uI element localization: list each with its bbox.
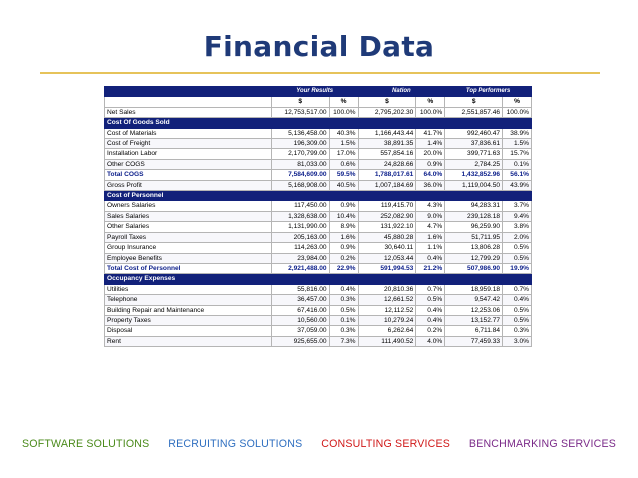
percent-cell: 1.6% <box>416 232 445 242</box>
row-label: Disposal <box>105 326 272 336</box>
table-row <box>105 243 532 253</box>
financial-data-table <box>104 86 532 347</box>
row-label: Owners Salaries <box>105 201 272 211</box>
percent-cell: 41.7% <box>416 128 445 138</box>
amount-cell: 7,584,609.00 <box>271 170 329 180</box>
percent-cell: 0.9% <box>329 201 358 211</box>
sub-header: $ <box>358 97 416 107</box>
amount-cell: 925,655.00 <box>271 336 329 346</box>
section-blank-cell <box>503 191 532 201</box>
percent-cell: 9.4% <box>503 211 532 221</box>
group-header-row <box>105 87 532 97</box>
amount-cell: 37,059.00 <box>271 326 329 336</box>
percent-cell: 0.2% <box>329 253 358 263</box>
section-title: Cost Of Goods Sold <box>105 118 272 128</box>
total-row <box>105 263 532 273</box>
percent-cell: 0.6% <box>329 159 358 169</box>
percent-cell: 100.0% <box>329 107 358 117</box>
amount-cell: 1,328,638.00 <box>271 211 329 221</box>
section-header-row <box>105 118 532 128</box>
sub-header: % <box>503 97 532 107</box>
percent-cell: 7.3% <box>329 336 358 346</box>
sub-header-blank-cell <box>105 97 272 107</box>
amount-cell: 557,854.16 <box>358 149 416 159</box>
table-row <box>105 253 532 263</box>
amount-cell: 12,253.06 <box>445 305 503 315</box>
percent-cell: 0.2% <box>416 326 445 336</box>
row-label: Net Sales <box>105 107 272 117</box>
amount-cell: 2,795,202.30 <box>358 107 416 117</box>
group-header: Top Performers <box>445 87 532 97</box>
amount-cell: 10,279.24 <box>358 315 416 325</box>
row-label: Cost of Materials <box>105 128 272 138</box>
percent-cell: 0.4% <box>416 253 445 263</box>
percent-cell: 15.7% <box>503 149 532 159</box>
amount-cell: 131,922.10 <box>358 222 416 232</box>
percent-cell: 0.5% <box>503 253 532 263</box>
percent-cell: 59.5% <box>329 170 358 180</box>
percent-cell: 0.4% <box>503 295 532 305</box>
section-header-row <box>105 274 532 284</box>
sub-header: % <box>416 97 445 107</box>
table-row <box>105 284 532 294</box>
percent-cell: 17.0% <box>329 149 358 159</box>
row-label: Cost of Freight <box>105 139 272 149</box>
percent-cell: 0.3% <box>329 295 358 305</box>
amount-cell: 196,309.00 <box>271 139 329 149</box>
amount-cell: 252,082.90 <box>358 211 416 221</box>
row-label: Gross Profit <box>105 180 272 190</box>
percent-cell: 64.0% <box>416 170 445 180</box>
percent-cell: 0.3% <box>503 326 532 336</box>
percent-cell: 0.5% <box>503 315 532 325</box>
percent-cell: 0.7% <box>416 284 445 294</box>
amount-cell: 1,119,004.50 <box>445 180 503 190</box>
percent-cell: 9.0% <box>416 211 445 221</box>
section-blank-cell <box>329 274 358 284</box>
section-blank-cell <box>358 191 416 201</box>
percent-cell: 4.7% <box>416 222 445 232</box>
section-header-row <box>105 191 532 201</box>
page-title: Financial Data <box>203 30 435 63</box>
sub-header: $ <box>445 97 503 107</box>
amount-cell: 18,959.18 <box>445 284 503 294</box>
amount-cell: 12,661.52 <box>358 295 416 305</box>
amount-cell: 507,986.90 <box>445 263 503 273</box>
percent-cell: 38.9% <box>503 128 532 138</box>
amount-cell: 13,152.77 <box>445 315 503 325</box>
title-underline <box>40 72 600 74</box>
amount-cell: 30,640.11 <box>358 243 416 253</box>
amount-cell: 55,816.00 <box>271 284 329 294</box>
percent-cell: 1.5% <box>503 139 532 149</box>
percent-cell: 22.9% <box>329 263 358 273</box>
percent-cell: 100.0% <box>503 107 532 117</box>
amount-cell: 12,799.29 <box>445 253 503 263</box>
percent-cell: 40.5% <box>329 180 358 190</box>
percent-cell: 0.4% <box>329 284 358 294</box>
amount-cell: 10,560.00 <box>271 315 329 325</box>
section-blank-cell <box>358 274 416 284</box>
row-label: Property Taxes <box>105 315 272 325</box>
table-row <box>105 326 532 336</box>
sub-header: % <box>329 97 358 107</box>
amount-cell: 38,891.35 <box>358 139 416 149</box>
amount-cell: 1,166,443.44 <box>358 128 416 138</box>
table-row <box>105 315 532 325</box>
amount-cell: 239,128.18 <box>445 211 503 221</box>
amount-cell: 399,771.63 <box>445 149 503 159</box>
amount-cell: 119,415.70 <box>358 201 416 211</box>
percent-cell: 0.1% <box>329 315 358 325</box>
row-label: Installation Labor <box>105 149 272 159</box>
section-blank-cell <box>271 274 329 284</box>
amount-cell: 12,753,517.00 <box>271 107 329 117</box>
footer-service-label: CONSULTING SERVICES <box>321 438 451 450</box>
section-title: Occupancy Expenses <box>105 274 272 284</box>
percent-cell: 0.9% <box>416 159 445 169</box>
percent-cell: 4.3% <box>416 201 445 211</box>
amount-cell: 51,711.95 <box>445 232 503 242</box>
sub-header-row <box>105 97 532 107</box>
amount-cell: 36,457.00 <box>271 295 329 305</box>
amount-cell: 6,262.64 <box>358 326 416 336</box>
percent-cell: 0.7% <box>503 284 532 294</box>
table-row <box>105 149 532 159</box>
percent-cell: 19.9% <box>503 263 532 273</box>
amount-cell: 24,828.66 <box>358 159 416 169</box>
percent-cell: 1.6% <box>329 232 358 242</box>
percent-cell: 3.7% <box>503 201 532 211</box>
percent-cell: 0.5% <box>503 243 532 253</box>
footer-service-label: RECRUITING SOLUTIONS <box>168 438 303 450</box>
row-label: Other Salaries <box>105 222 272 232</box>
section-title: Cost of Personnel <box>105 191 272 201</box>
section-blank-cell <box>271 118 329 128</box>
amount-cell: 114,263.00 <box>271 243 329 253</box>
percent-cell: 4.0% <box>416 336 445 346</box>
section-blank-cell <box>329 118 358 128</box>
percent-cell: 1.5% <box>329 139 358 149</box>
row-label: Utilities <box>105 284 272 294</box>
table-row <box>105 295 532 305</box>
section-blank-cell <box>503 274 532 284</box>
percent-cell: 1.4% <box>416 139 445 149</box>
percent-cell: 36.0% <box>416 180 445 190</box>
percent-cell: 20.0% <box>416 149 445 159</box>
percent-cell: 0.9% <box>329 243 358 253</box>
table-row <box>105 211 532 221</box>
percent-cell: 3.0% <box>503 336 532 346</box>
row-label: Group Insurance <box>105 243 272 253</box>
amount-cell: 205,163.00 <box>271 232 329 242</box>
footer-service-label: BENCHMARKING SERVICES <box>468 438 616 450</box>
amount-cell: 5,136,458.00 <box>271 128 329 138</box>
percent-cell: 8.9% <box>329 222 358 232</box>
total-row <box>105 170 532 180</box>
amount-cell: 992,460.47 <box>445 128 503 138</box>
section-blank-cell <box>416 118 445 128</box>
percent-cell: 0.5% <box>329 305 358 315</box>
amount-cell: 96,259.90 <box>445 222 503 232</box>
footer-service-label: SOFTWARE SOLUTIONS <box>22 438 150 450</box>
amount-cell: 2,921,488.00 <box>271 263 329 273</box>
table-row <box>105 201 532 211</box>
percent-cell: 1.1% <box>416 243 445 253</box>
section-blank-cell <box>358 118 416 128</box>
amount-cell: 67,416.00 <box>271 305 329 315</box>
amount-cell: 23,984.00 <box>271 253 329 263</box>
amount-cell: 117,450.00 <box>271 201 329 211</box>
percent-cell: 0.4% <box>416 315 445 325</box>
percent-cell: 56.1% <box>503 170 532 180</box>
table-row <box>105 139 532 149</box>
table-row <box>105 305 532 315</box>
table-row <box>105 232 532 242</box>
amount-cell: 2,170,799.00 <box>271 149 329 159</box>
amount-cell: 9,547.42 <box>445 295 503 305</box>
percent-cell: 21.2% <box>416 263 445 273</box>
table-row <box>105 180 532 190</box>
percent-cell: 0.4% <box>416 305 445 315</box>
row-label: Telephone <box>105 295 272 305</box>
group-header: Your Results <box>271 87 358 97</box>
section-blank-cell <box>416 274 445 284</box>
row-label: Other COGS <box>105 159 272 169</box>
section-blank-cell <box>445 118 503 128</box>
percent-cell: 0.5% <box>503 305 532 315</box>
row-label: Building Repair and Maintenance <box>105 305 272 315</box>
section-blank-cell <box>445 274 503 284</box>
amount-cell: 1,131,990.00 <box>271 222 329 232</box>
amount-cell: 1,007,184.69 <box>358 180 416 190</box>
amount-cell: 5,168,908.00 <box>271 180 329 190</box>
amount-cell: 591,994.53 <box>358 263 416 273</box>
table-body <box>105 87 532 347</box>
section-blank-cell <box>445 191 503 201</box>
row-label: Sales Salaries <box>105 211 272 221</box>
section-blank-cell <box>416 191 445 201</box>
percent-cell: 0.3% <box>329 326 358 336</box>
amount-cell: 13,806.28 <box>445 243 503 253</box>
percent-cell: 2.0% <box>503 232 532 242</box>
amount-cell: 1,788,017.61 <box>358 170 416 180</box>
amount-cell: 45,880.28 <box>358 232 416 242</box>
amount-cell: 6,711.84 <box>445 326 503 336</box>
sub-header: $ <box>271 97 329 107</box>
amount-cell: 1,432,852.96 <box>445 170 503 180</box>
section-blank-cell <box>503 118 532 128</box>
row-label: Rent <box>105 336 272 346</box>
header-blank-cell <box>105 87 272 97</box>
amount-cell: 81,033.00 <box>271 159 329 169</box>
section-blank-cell <box>329 191 358 201</box>
percent-cell: 10.4% <box>329 211 358 221</box>
row-label: Total COGS <box>105 170 272 180</box>
amount-cell: 37,836.61 <box>445 139 503 149</box>
percent-cell: 100.0% <box>416 107 445 117</box>
table-row <box>105 222 532 232</box>
amount-cell: 2,551,857.46 <box>445 107 503 117</box>
percent-cell: 43.9% <box>503 180 532 190</box>
amount-cell: 111,490.52 <box>358 336 416 346</box>
amount-cell: 94,283.31 <box>445 201 503 211</box>
row-label: Employee Benefits <box>105 253 272 263</box>
table-row <box>105 159 532 169</box>
amount-cell: 2,784.25 <box>445 159 503 169</box>
percent-cell: 40.3% <box>329 128 358 138</box>
percent-cell: 3.8% <box>503 222 532 232</box>
table-row <box>105 128 532 138</box>
row-label: Payroll Taxes <box>105 232 272 242</box>
footer-services <box>0 438 638 450</box>
percent-cell: 0.5% <box>416 295 445 305</box>
amount-cell: 20,810.36 <box>358 284 416 294</box>
percent-cell: 0.1% <box>503 159 532 169</box>
amount-cell: 12,053.44 <box>358 253 416 263</box>
amount-cell: 12,112.52 <box>358 305 416 315</box>
table-row <box>105 336 532 346</box>
section-blank-cell <box>271 191 329 201</box>
table-row <box>105 107 532 117</box>
group-header: Nation <box>358 87 445 97</box>
amount-cell: 77,459.33 <box>445 336 503 346</box>
row-label: Total Cost of Personnel <box>105 263 272 273</box>
